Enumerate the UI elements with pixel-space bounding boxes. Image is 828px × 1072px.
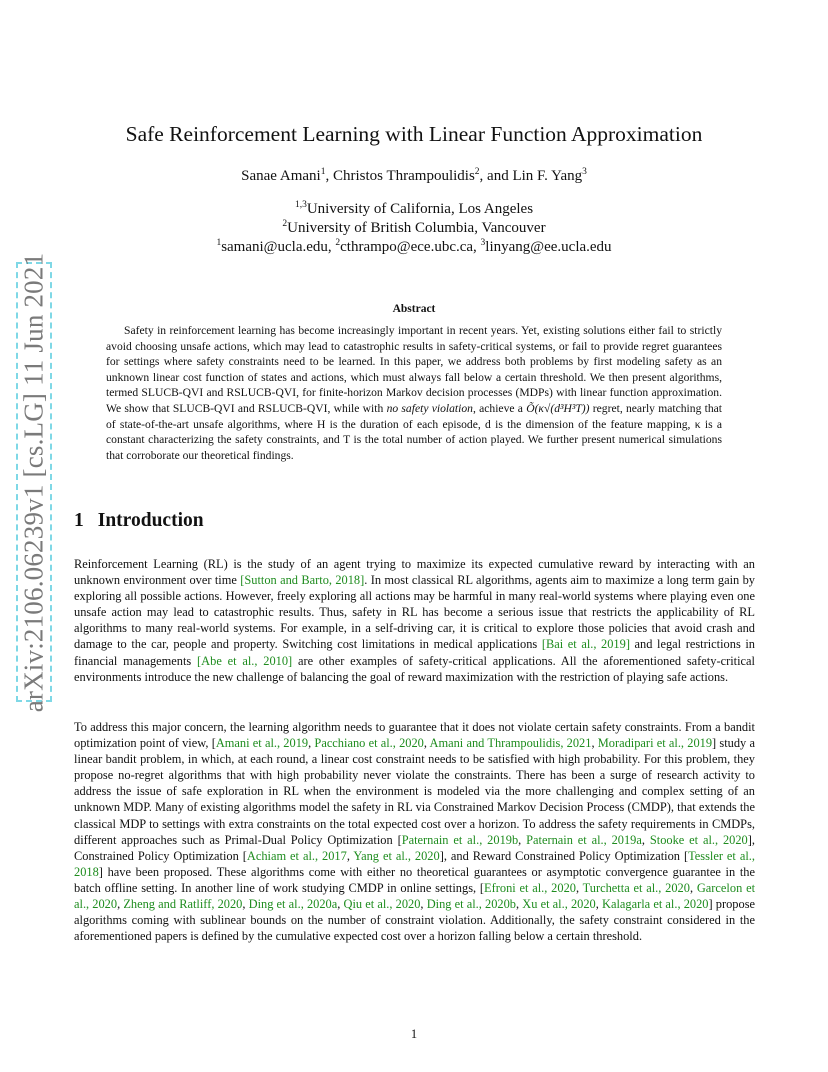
affiliation-name: University of California, Los Angeles <box>306 201 534 217</box>
paragraph-text: ] propose algorithms coming with sublinear bounds on the number of constraint violation. Additionally, the safety constraint considered in the aforementioned papers is defined by the cumulative expected cost over a horizon falling below a certain threshold. <box>74 897 756 944</box>
citation-link[interactable]: [Bai et al., 2019] <box>541 637 630 652</box>
paragraph-text: , <box>595 897 603 912</box>
paragraph-text: ], and Reward Constrained Policy Optimization [ <box>439 848 689 863</box>
arxiv-stamp[interactable] <box>16 252 52 712</box>
author-name: Sanae Amani <box>241 168 321 184</box>
citation-link[interactable]: Ding et al., 2020a <box>248 897 338 912</box>
paragraph-text: , <box>308 736 315 751</box>
citation-link[interactable]: [Abe et al., 2010] <box>197 653 293 668</box>
author-mark: 2 <box>474 167 480 177</box>
section-number: 1 <box>74 510 84 531</box>
paragraph-text: ] have been proposed. These algorithms come with either no theoretical guarantees or asymptotic convergence guarantee in the batch offline setting. In another line of work studying CMDP in online settings, [ <box>74 864 755 895</box>
paragraph-text: are other examples of safety-critical applications. All the aforementioned safety-critical environments introduce the new challenge of balancing the goal of reward maximization with the restriction of playing safe actions. <box>74 653 755 684</box>
paragraph-text: , <box>423 736 430 751</box>
author-and: and <box>487 168 509 184</box>
paragraph-text: , <box>420 897 427 912</box>
paragraph-text: , <box>689 880 697 895</box>
abstract-text: regret, nearly matching that of state-of-the-art unsafe algorithms, where H is the duration of each episode, d is the dimension of the feature mapping, κ is a constant characterizing the safety constraints, and T is the total number of action played. We further present numerical simulations that corroborate our theoretical findings. <box>106 401 723 462</box>
arxiv-stamp-text: arXiv:2106.06239v1 [cs.LG] 11 Jun 2021 <box>18 252 49 712</box>
paragraph-text: , <box>117 897 124 912</box>
citation-link[interactable]: Qiu et al., 2020 <box>343 897 421 912</box>
email-address[interactable]: samani@ucla.edu <box>221 239 328 255</box>
citation-link[interactable]: Kalagarla et al., 2020 <box>602 897 709 912</box>
paragraph-text: , <box>242 897 249 912</box>
citation-link[interactable]: [Sutton and Barto, 2018] <box>240 573 365 588</box>
citation-link[interactable]: Moradipari et al., 2019 <box>597 736 713 751</box>
paragraph-text: ], Constrained Policy Optimization [ <box>74 832 755 863</box>
citation-link[interactable]: Yang et al., 2020 <box>353 848 440 863</box>
section-title: Introduction <box>97 510 204 531</box>
citation-link[interactable]: Ding et al., 2020b <box>426 897 516 912</box>
citation-link[interactable]: Paternain et al., 2019a <box>526 832 642 847</box>
citation-link[interactable]: Pacchiano et al., 2020 <box>314 736 424 751</box>
intro-paragraph-2 <box>74 719 755 944</box>
regret-bound-formula: Õ(κ√(d³H³T)) <box>526 401 590 415</box>
email-address[interactable]: cthrampo@ece.ubc.ca <box>340 239 474 255</box>
citation-link[interactable]: Efroni et al., 2020 <box>484 880 576 895</box>
affiliation <box>74 220 754 237</box>
email-mark: 3 <box>480 238 486 248</box>
paragraph-text: To address this major concern, the learning algorithm needs to guarantee that it does not violate certain safety constraints. From a bandit optimization point of view, [ <box>74 720 755 751</box>
affiliation-mark: 1,3 <box>294 200 307 210</box>
citation-link[interactable]: Amani et al., 2019 <box>215 736 309 751</box>
paragraph-text: , <box>346 848 354 863</box>
author-mark: 1 <box>320 167 326 177</box>
author-list: Sanae Amani$^1$, Christos Thrampoulidis$^2$, and Lin F. Yang$^3$ <box>241 167 587 184</box>
abstract-body <box>106 323 722 463</box>
citation-link[interactable]: Amani and Thrampoulidis, 2021 <box>429 736 592 751</box>
author-mark: 3 <box>582 167 587 177</box>
citation-link[interactable]: Tessler et al., 2018 <box>74 848 755 879</box>
paragraph-text: , <box>516 897 523 912</box>
author-name: Christos Thrampoulidis <box>332 168 475 184</box>
citation-link[interactable]: Stooke et al., 2020 <box>649 832 748 847</box>
author-name: Lin F. Yang <box>512 168 583 184</box>
paragraph-text: ] study a linear bandit problem, in which, at each round, a linear cost constraint needs to be satisfied with high probability. For this problem, they propose no-regret algorithms that with high probability never violate the constraints. There has been a surge of research activity to address the issue of safe exploration in RL when the environment is modeled via the more challenging and complex setting of an unknown MDP. Many of existing algorithms model the safety in RL via Constrained Markov Decision Process (CMDP), that extends the classical MDP to settings with extra constraints on the total expected cost over a horizon. To address the safety requirements in CMDPs, different approaches such as Primal-Dual Policy Optimization [ <box>74 736 755 847</box>
citation-link[interactable]: Xu et al., 2020 <box>522 897 596 912</box>
citation-link[interactable]: Achiam et al., 2017 <box>246 848 347 863</box>
paragraph-text: Reinforcement Learning (RL) is the study of an agent trying to maximize its expected cumulative reward by interacting with an unknown environment over time <box>74 557 755 588</box>
paragraph-text: , <box>575 880 583 895</box>
email-address[interactable]: linyang@ee.ucla.edu <box>485 239 612 255</box>
intro-paragraph-1 <box>74 556 755 685</box>
page-number: 1 <box>410 1027 418 1041</box>
citation-link[interactable]: Zheng and Ratliff, 2020 <box>123 897 243 912</box>
citation-link[interactable]: Turchetta et al., 2020 <box>582 880 690 895</box>
paragraph-text: , <box>518 832 527 847</box>
citation-link[interactable]: Garcelon et al., 2020 <box>74 880 756 912</box>
paragraph-text: , <box>337 897 344 912</box>
paper-title: Safe Reinforcement Learning with Linear Function Approximation <box>125 122 703 146</box>
abstract-text: , achieve a <box>472 401 527 415</box>
paragraph-text: , <box>591 736 598 751</box>
email-mark: 1 <box>216 238 222 248</box>
affiliation <box>74 201 754 218</box>
affiliation-mark: 2 <box>282 219 288 229</box>
paragraph-text: and legal restrictions in financial managements <box>74 637 755 668</box>
section-heading <box>74 510 204 532</box>
abstract-emphasis: no safety violation <box>386 401 473 415</box>
paragraph-text: . In most classical RL algorithms, agents aim to maximize a long term gain by exploring all possible actions. However, freely exploring all actions may be harmful in many real-world systems where playing even one unsafe action may lead to catastrophic results. Thus, safety in RL has become a serious issue that restricts the applicability of RL algorithms to many real-world systems. For example, in a self-driving car, it is critical to explore those policies that avoid crash and damage to the car, people and property. Switching cost limitations in medical applications <box>74 573 755 652</box>
email-list: $^1$samani@ucla.edu, $^2$cthrampo@ece.ubc.ca, $^3$linyang@ee.ucla.edu <box>216 238 612 255</box>
affiliation-name: University of British Columbia, Vancouver <box>287 220 546 236</box>
email-mark: 2 <box>335 238 341 248</box>
abstract-heading: Abstract <box>392 303 436 315</box>
citation-link[interactable]: Paternain et al., 2019b <box>401 832 519 847</box>
abstract-text: Safety in reinforcement learning has become increasingly important in recent years. Yet, existing solutions either fail to strictly avoid choosing unsafe actions, which may lead to catastrophic results in safety-critical systems, or fail to provide regret guarantees for settings where safety constraints need to be learned. In this paper, we address both problems by first modeling safety as an unknown linear cost function of states and actions, which must always fall below a certain threshold. We then present algorithms, termed SLUCB-QVI and RSLUCB-QVI, for finite-horizon Markov decision processes (MDPs) with linear function approximation. We show that SLUCB-QVI and RSLUCB-QVI, while with <box>106 324 722 415</box>
paragraph-text: , <box>641 832 650 847</box>
